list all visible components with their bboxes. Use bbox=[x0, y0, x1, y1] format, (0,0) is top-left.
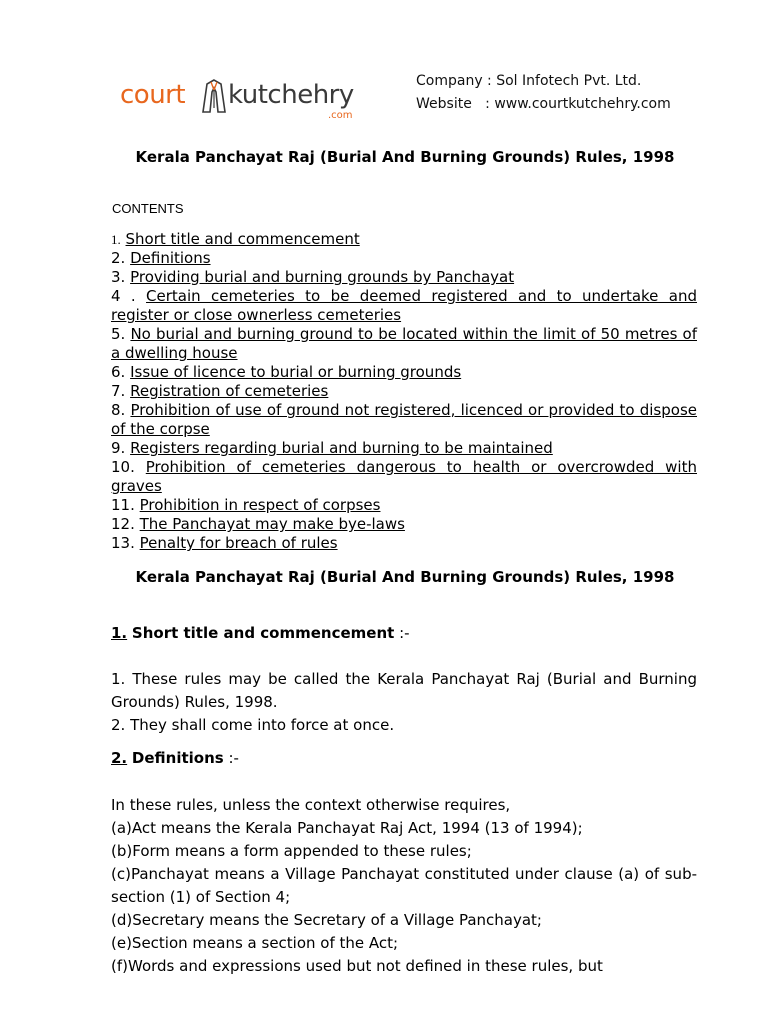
document-title-repeat: Kerala Panchayat Raj (Burial And Burning Grounds) Rules, 1998 bbox=[135, 568, 675, 586]
toc-link[interactable]: Prohibition of cemeteries dangerous to health or overcrowded with graves bbox=[111, 458, 697, 495]
toc-item bbox=[111, 458, 697, 496]
toc-item bbox=[111, 382, 697, 401]
toc-link[interactable]: Definitions bbox=[130, 249, 211, 267]
toc-item-number: 5. bbox=[111, 325, 126, 343]
paragraph: 1. These rules may be called the Kerala Panchayat Raj (Burial and Burning Grounds) Rules, 1998. bbox=[111, 670, 697, 711]
toc-item-number: 7. bbox=[111, 382, 126, 400]
toc-item bbox=[111, 515, 697, 534]
paragraph: (a)Act means the Kerala Panchayat Raj Act, 1994 (13 of 1994); bbox=[111, 819, 583, 837]
company-line: Company : Sol Infotech Pvt. Ltd. bbox=[416, 73, 642, 89]
section-1-heading bbox=[111, 624, 410, 642]
toc-link[interactable]: Registration of cemeteries bbox=[130, 382, 329, 400]
toc-link[interactable]: No burial and burning ground to be located within the limit of 50 metres of a dwelling house bbox=[111, 325, 697, 362]
toc-item bbox=[111, 287, 697, 325]
logo-text-dotcom: .com bbox=[328, 110, 353, 121]
toc-item-number: 8. bbox=[111, 401, 126, 419]
paragraph: (c)Panchayat means a Village Panchayat constituted under clause (a) of sub-section (1) of Section 4; bbox=[111, 865, 697, 906]
section-1-body bbox=[111, 668, 697, 737]
logo-text-kutchehry: kutchehry bbox=[228, 80, 354, 110]
section-1-title: Short title and commencement bbox=[131, 624, 395, 642]
toc-item-number: 4 . bbox=[111, 287, 136, 305]
toc-link[interactable]: Prohibition in respect of corpses bbox=[139, 496, 381, 514]
paragraph: (f)Words and expressions used but not defined in these rules, but bbox=[111, 957, 603, 975]
toc-item bbox=[111, 363, 697, 382]
paragraph: (e)Section means a section of the Act; bbox=[111, 934, 399, 952]
toc-item-number: 13. bbox=[111, 534, 135, 552]
paragraph: In these rules, unless the context otherwise requires, bbox=[111, 796, 511, 814]
toc-item-number: 3. bbox=[111, 268, 126, 286]
website-line: Website : www.courtkutchehry.com bbox=[416, 96, 671, 112]
section-1-number[interactable]: 1. bbox=[111, 624, 128, 642]
toc-link[interactable]: Providing burial and burning grounds by Panchayat bbox=[130, 268, 515, 286]
section-2-suffix: :- bbox=[223, 749, 239, 767]
contents-label: CONTENTS bbox=[112, 201, 184, 216]
section-2-heading bbox=[111, 749, 239, 767]
toc-item bbox=[111, 439, 697, 458]
company-info bbox=[416, 70, 671, 116]
toc-item bbox=[111, 534, 697, 553]
toc-link[interactable]: Short title and commencement bbox=[125, 230, 360, 248]
toc-item-number: 2. bbox=[111, 249, 126, 267]
section-2-title: Definitions bbox=[131, 749, 224, 767]
table-of-contents bbox=[111, 230, 697, 553]
toc-item bbox=[111, 496, 697, 515]
toc-link[interactable]: The Panchayat may make bye-laws bbox=[139, 515, 405, 533]
toc-link[interactable]: Prohibition of use of ground not registered, licenced or provided to dispose of the corpse bbox=[111, 401, 697, 438]
toc-item-number: 9. bbox=[111, 439, 126, 457]
toc-item-number: 6. bbox=[111, 363, 126, 381]
courtkutchehry-logo[interactable] bbox=[120, 76, 370, 124]
section-1-suffix: :- bbox=[394, 624, 410, 642]
toc-item bbox=[111, 249, 697, 268]
toc-item bbox=[111, 401, 697, 439]
paragraph: (b)Form means a form appended to these rules; bbox=[111, 842, 472, 860]
toc-item-number: 12. bbox=[111, 515, 135, 533]
judge-robe-icon bbox=[199, 78, 229, 114]
toc-item-number: 10. bbox=[111, 458, 135, 476]
toc-link[interactable]: Issue of licence to burial or burning grounds bbox=[130, 363, 462, 381]
document-title: Kerala Panchayat Raj (Burial And Burning Grounds) Rules, 1998 bbox=[135, 148, 675, 166]
toc-link[interactable]: Registers regarding burial and burning to be maintained bbox=[130, 439, 553, 457]
paragraph: (d)Secretary means the Secretary of a Village Panchayat; bbox=[111, 911, 542, 929]
toc-item bbox=[111, 325, 697, 363]
toc-link[interactable]: Certain cemeteries to be deemed registered and to undertake and register or close ownerless cemeteries bbox=[111, 287, 697, 324]
logo-text-court: court bbox=[120, 80, 186, 110]
section-2-body bbox=[111, 794, 697, 978]
section-2-number[interactable]: 2. bbox=[111, 749, 128, 767]
toc-item-number: 1. bbox=[111, 232, 121, 247]
toc-item bbox=[111, 230, 697, 249]
paragraph: 2. They shall come into force at once. bbox=[111, 716, 395, 734]
toc-item bbox=[111, 268, 697, 287]
toc-item-number: 11. bbox=[111, 496, 135, 514]
toc-link[interactable]: Penalty for breach of rules bbox=[139, 534, 338, 552]
